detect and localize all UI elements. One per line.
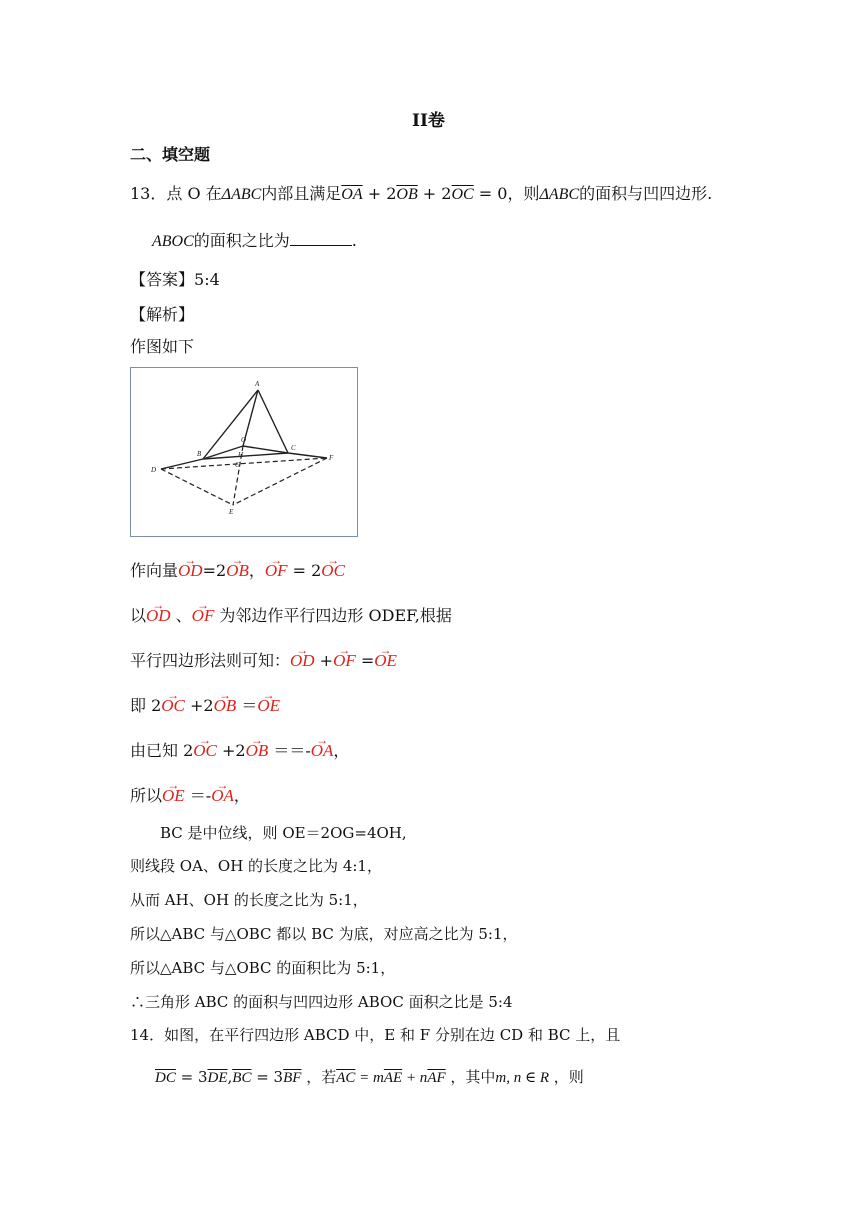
text: + 2	[362, 184, 397, 203]
step-9: 从而 AH、OH 的长度之比为 5:1，	[130, 891, 368, 909]
label-A: A	[255, 380, 260, 388]
vector-OD: → OD	[290, 650, 315, 672]
triangle-symbol: ΔABC	[221, 186, 262, 203]
question-14-line-1: 14．如图，在平行四边形 ABCD 中，E 和 F 分别在边 CD 和 BC 上，且	[130, 1026, 621, 1044]
text: 以	[130, 606, 147, 625]
label-H: H	[238, 451, 244, 459]
vector-OB: → OB	[214, 695, 237, 717]
text: ，则	[549, 1068, 584, 1086]
vector-OE: → OE	[257, 695, 280, 717]
vector-OA: $\overline{OA}$	[341, 186, 363, 203]
step-2	[130, 605, 452, 627]
answer-label: 【答案】	[130, 270, 195, 289]
question-14-line-2	[155, 1066, 584, 1089]
question-13-line-2	[152, 230, 357, 253]
text: = m	[355, 1070, 384, 1086]
text: 、	[170, 606, 192, 625]
vector-AC: $\overline{AC}$	[336, 1070, 356, 1086]
text: = 3	[251, 1068, 284, 1086]
text: ，则	[507, 184, 540, 203]
section-heading: 二、填空题	[130, 145, 211, 164]
text: ，	[333, 741, 350, 760]
vector-OE: → OE	[374, 650, 397, 672]
vector-OF: → OF	[333, 650, 356, 672]
step-3	[130, 650, 397, 672]
question-number: 13．	[130, 184, 167, 203]
edge-FE	[233, 458, 327, 505]
text: + n	[402, 1070, 428, 1086]
edge-AC	[258, 390, 288, 453]
vector-BF: $\overline{BF}$	[283, 1070, 302, 1086]
text: 内部且满足	[261, 184, 342, 203]
text: +2	[216, 741, 246, 760]
label-F: F	[329, 454, 334, 462]
text: =2	[202, 561, 227, 580]
edge-DB	[161, 459, 203, 469]
text: .	[351, 231, 357, 250]
label-O: O	[241, 436, 247, 444]
edge-AB	[203, 390, 258, 459]
text: + 2	[417, 184, 452, 203]
vector-BC: $\overline{BC}$	[232, 1070, 252, 1086]
label-G: G	[235, 461, 241, 469]
vector-OE: → OE	[162, 785, 185, 807]
geometry-figure	[130, 367, 358, 537]
text: ,	[227, 1068, 233, 1086]
text: 作向量	[130, 561, 179, 580]
label-B: B	[197, 450, 202, 458]
step-11: 所以△ABC 与△OBC 的面积比为 5:1，	[130, 959, 396, 977]
quad-symbol: ABOC	[152, 233, 194, 250]
step-6	[130, 785, 250, 807]
label-D: D	[151, 466, 157, 474]
step-1	[130, 560, 345, 582]
vector-OF: → OF	[265, 560, 288, 582]
math-mn: m, n ∈ R	[495, 1070, 550, 1086]
triangle-symbol: ΔABC	[539, 186, 580, 203]
text: 平行四边形法则可知：	[130, 651, 291, 670]
answer-line	[130, 269, 220, 291]
vector-OA: → OA	[211, 785, 234, 807]
text: ，	[233, 786, 250, 805]
step-7: BC 是中位线，则 OE＝2OG=4OH,	[160, 824, 407, 842]
vector-OB: $\overline{OB}$	[396, 186, 418, 203]
text: +	[314, 651, 334, 670]
text: 即 2	[130, 696, 162, 715]
text: +2	[184, 696, 214, 715]
text: 所以	[130, 786, 163, 805]
text: = 3	[175, 1068, 208, 1086]
vector-OF: → OF	[192, 605, 215, 627]
analysis-label: 【解析】	[130, 305, 195, 324]
answer-value: 5:4	[194, 270, 220, 289]
text: 为邻边作平行四边形 ODEF,根据	[214, 606, 452, 625]
step-4	[130, 695, 280, 717]
edge-CF	[288, 453, 327, 458]
step-10: 所以△ABC 与△OBC 都以 BC 为底，对应高之比为 5:1，	[130, 925, 518, 943]
draw-note: 作图如下	[130, 337, 195, 356]
text: ＝-	[184, 786, 212, 805]
text: 的面积之比为	[193, 231, 290, 250]
label-E: E	[229, 508, 234, 516]
text: ，若	[301, 1068, 337, 1086]
text: ，	[248, 561, 265, 580]
question-13-line-1	[130, 183, 712, 206]
section-title: II卷	[412, 111, 445, 131]
vector-DE: $\overline{DE}$	[207, 1070, 228, 1086]
answer-blank	[290, 231, 352, 246]
text: = 2	[287, 561, 322, 580]
vector-OB: → OB	[246, 740, 269, 762]
vector-OA: → OA	[311, 740, 334, 762]
vector-AE: $\overline{AE}$	[383, 1070, 403, 1086]
vector-OD: → OD	[146, 605, 171, 627]
edge-DE	[161, 469, 233, 505]
text: =	[355, 651, 375, 670]
vector-OD: → OD	[178, 560, 203, 582]
step-8: 则线段 OA、OH 的长度之比为 4:1，	[130, 857, 382, 875]
vector-AF: $\overline{AF}$	[427, 1070, 446, 1086]
vector-DC: $\overline{DC}$	[155, 1070, 176, 1086]
geometry-diagram	[131, 368, 356, 535]
vector-OC: $\overline{OC}$	[451, 186, 474, 203]
text: ，其中	[445, 1068, 496, 1086]
text: ＝	[236, 696, 258, 715]
label-C: C	[291, 444, 296, 452]
edge-OC	[243, 446, 288, 453]
edge-BC	[203, 453, 288, 459]
step-12: ∴三角形 ABC 的面积与凹四边形 ABOC 面积之比是 5:4	[130, 993, 513, 1011]
text: = 0	[473, 184, 508, 203]
vector-OC: → OC	[161, 695, 185, 717]
text: 点 O 在	[166, 184, 222, 203]
text: ＝＝-	[268, 741, 311, 760]
vector-OC: → OC	[321, 560, 345, 582]
text: 的面积与凹四边形.	[579, 184, 713, 203]
text: 由已知 2	[130, 741, 194, 760]
vector-OC: → OC	[193, 740, 217, 762]
step-5	[130, 740, 349, 762]
vector-OB: → OB	[226, 560, 249, 582]
